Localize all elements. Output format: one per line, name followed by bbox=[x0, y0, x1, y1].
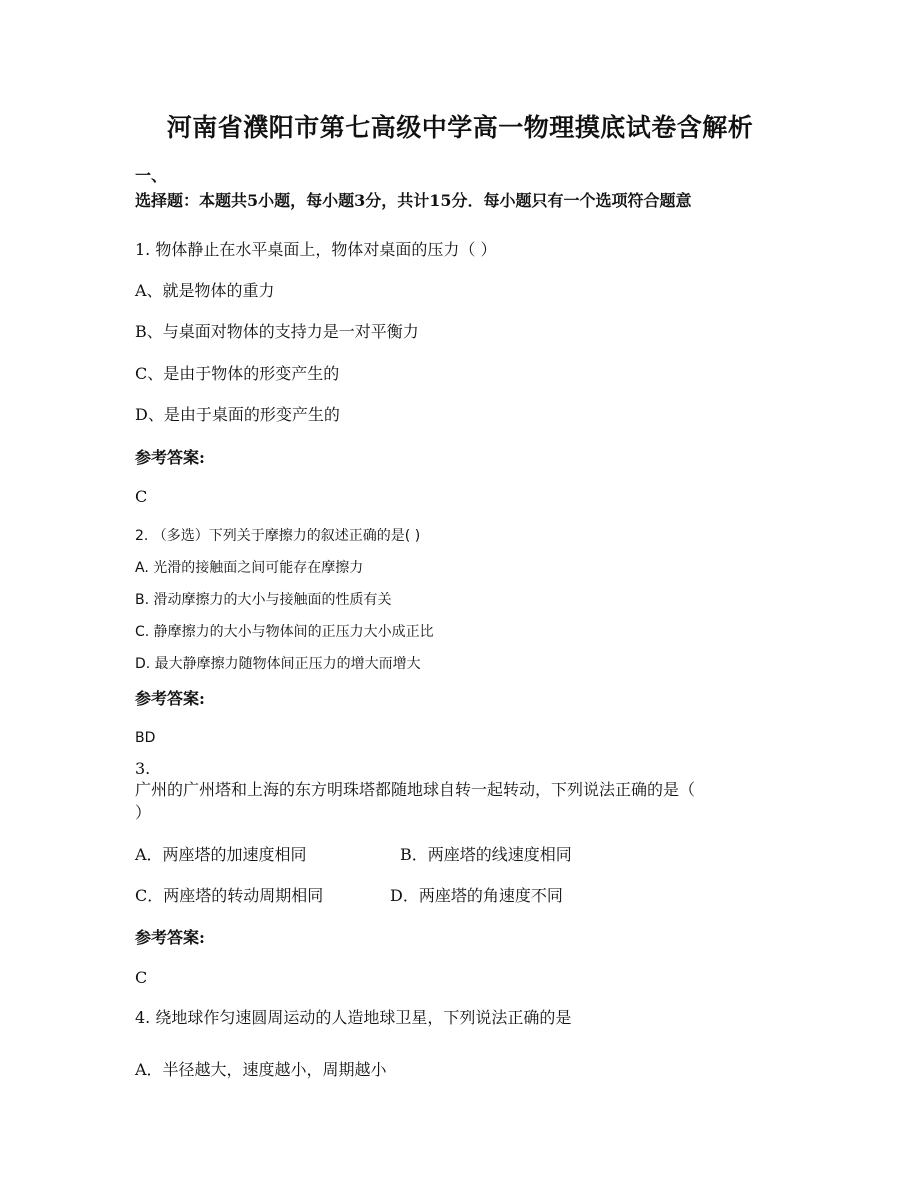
question-1-option-c: C、是由于物体的形变产生的 bbox=[135, 364, 340, 383]
question-2-option-c: C. 静摩擦力的大小与物体间的正压力大小成正比 bbox=[135, 624, 434, 640]
question-3-option-a: A．两座塔的加速度相同 bbox=[135, 845, 307, 864]
section-heading: 选择题：本题共5小题，每小题3分，共计15分．每小题只有一个选项符合题意 bbox=[135, 191, 692, 210]
question-2-option-b: B. 滑动摩擦力的大小与接触面的性质有关 bbox=[135, 592, 392, 608]
section-number: 一、 bbox=[135, 166, 168, 185]
question-2-option-d: D. 最大静摩擦力随物体间正压力的增大而增大 bbox=[135, 656, 421, 672]
question-3-option-d: D．两座塔的角速度不同 bbox=[390, 886, 563, 905]
question-2-option-a: A. 光滑的接触面之间可能存在摩擦力 bbox=[135, 560, 364, 576]
question-4-stem: 4. 绕地球作匀速圆周运动的人造地球卫星，下列说法正确的是 bbox=[135, 1008, 572, 1027]
answer-label-3: 参考答案: bbox=[135, 928, 205, 947]
question-3-option-c: C．两座塔的转动周期相同 bbox=[135, 886, 324, 905]
question-2-answer: BD bbox=[135, 730, 156, 746]
question-3-option-b: B．两座塔的线速度相同 bbox=[400, 845, 572, 864]
question-1-answer: C bbox=[135, 487, 148, 506]
question-1-option-a: A、就是物体的重力 bbox=[135, 281, 275, 300]
question-3-stem-line2: ） bbox=[135, 803, 152, 822]
answer-label-2: 参考答案: bbox=[135, 689, 205, 708]
question-4-option-a: A．半径越大，速度越小，周期越小 bbox=[135, 1060, 387, 1079]
question-2-stem: 2. （多选）下列关于摩擦力的叙述正确的是( ) bbox=[135, 528, 421, 544]
question-3-answer: C bbox=[135, 968, 148, 987]
page-title: 河南省濮阳市第七高级中学高一物理摸底试卷含解析 bbox=[166, 113, 754, 142]
answer-label-1: 参考答案: bbox=[135, 448, 205, 467]
question-1-option-d: D、是由于桌面的形变产生的 bbox=[135, 405, 340, 424]
question-3-number: 3. bbox=[135, 759, 151, 778]
question-1-option-b: B、与桌面对物体的支持力是一对平衡力 bbox=[135, 322, 419, 341]
question-3-stem-line1: 广州的广州塔和上海的东方明珠塔都随地球自转一起转动，下列说法正确的是（ bbox=[135, 780, 696, 799]
question-1-stem: 1. 物体静止在水平桌面上，物体对桌面的压力（ ） bbox=[135, 240, 497, 259]
